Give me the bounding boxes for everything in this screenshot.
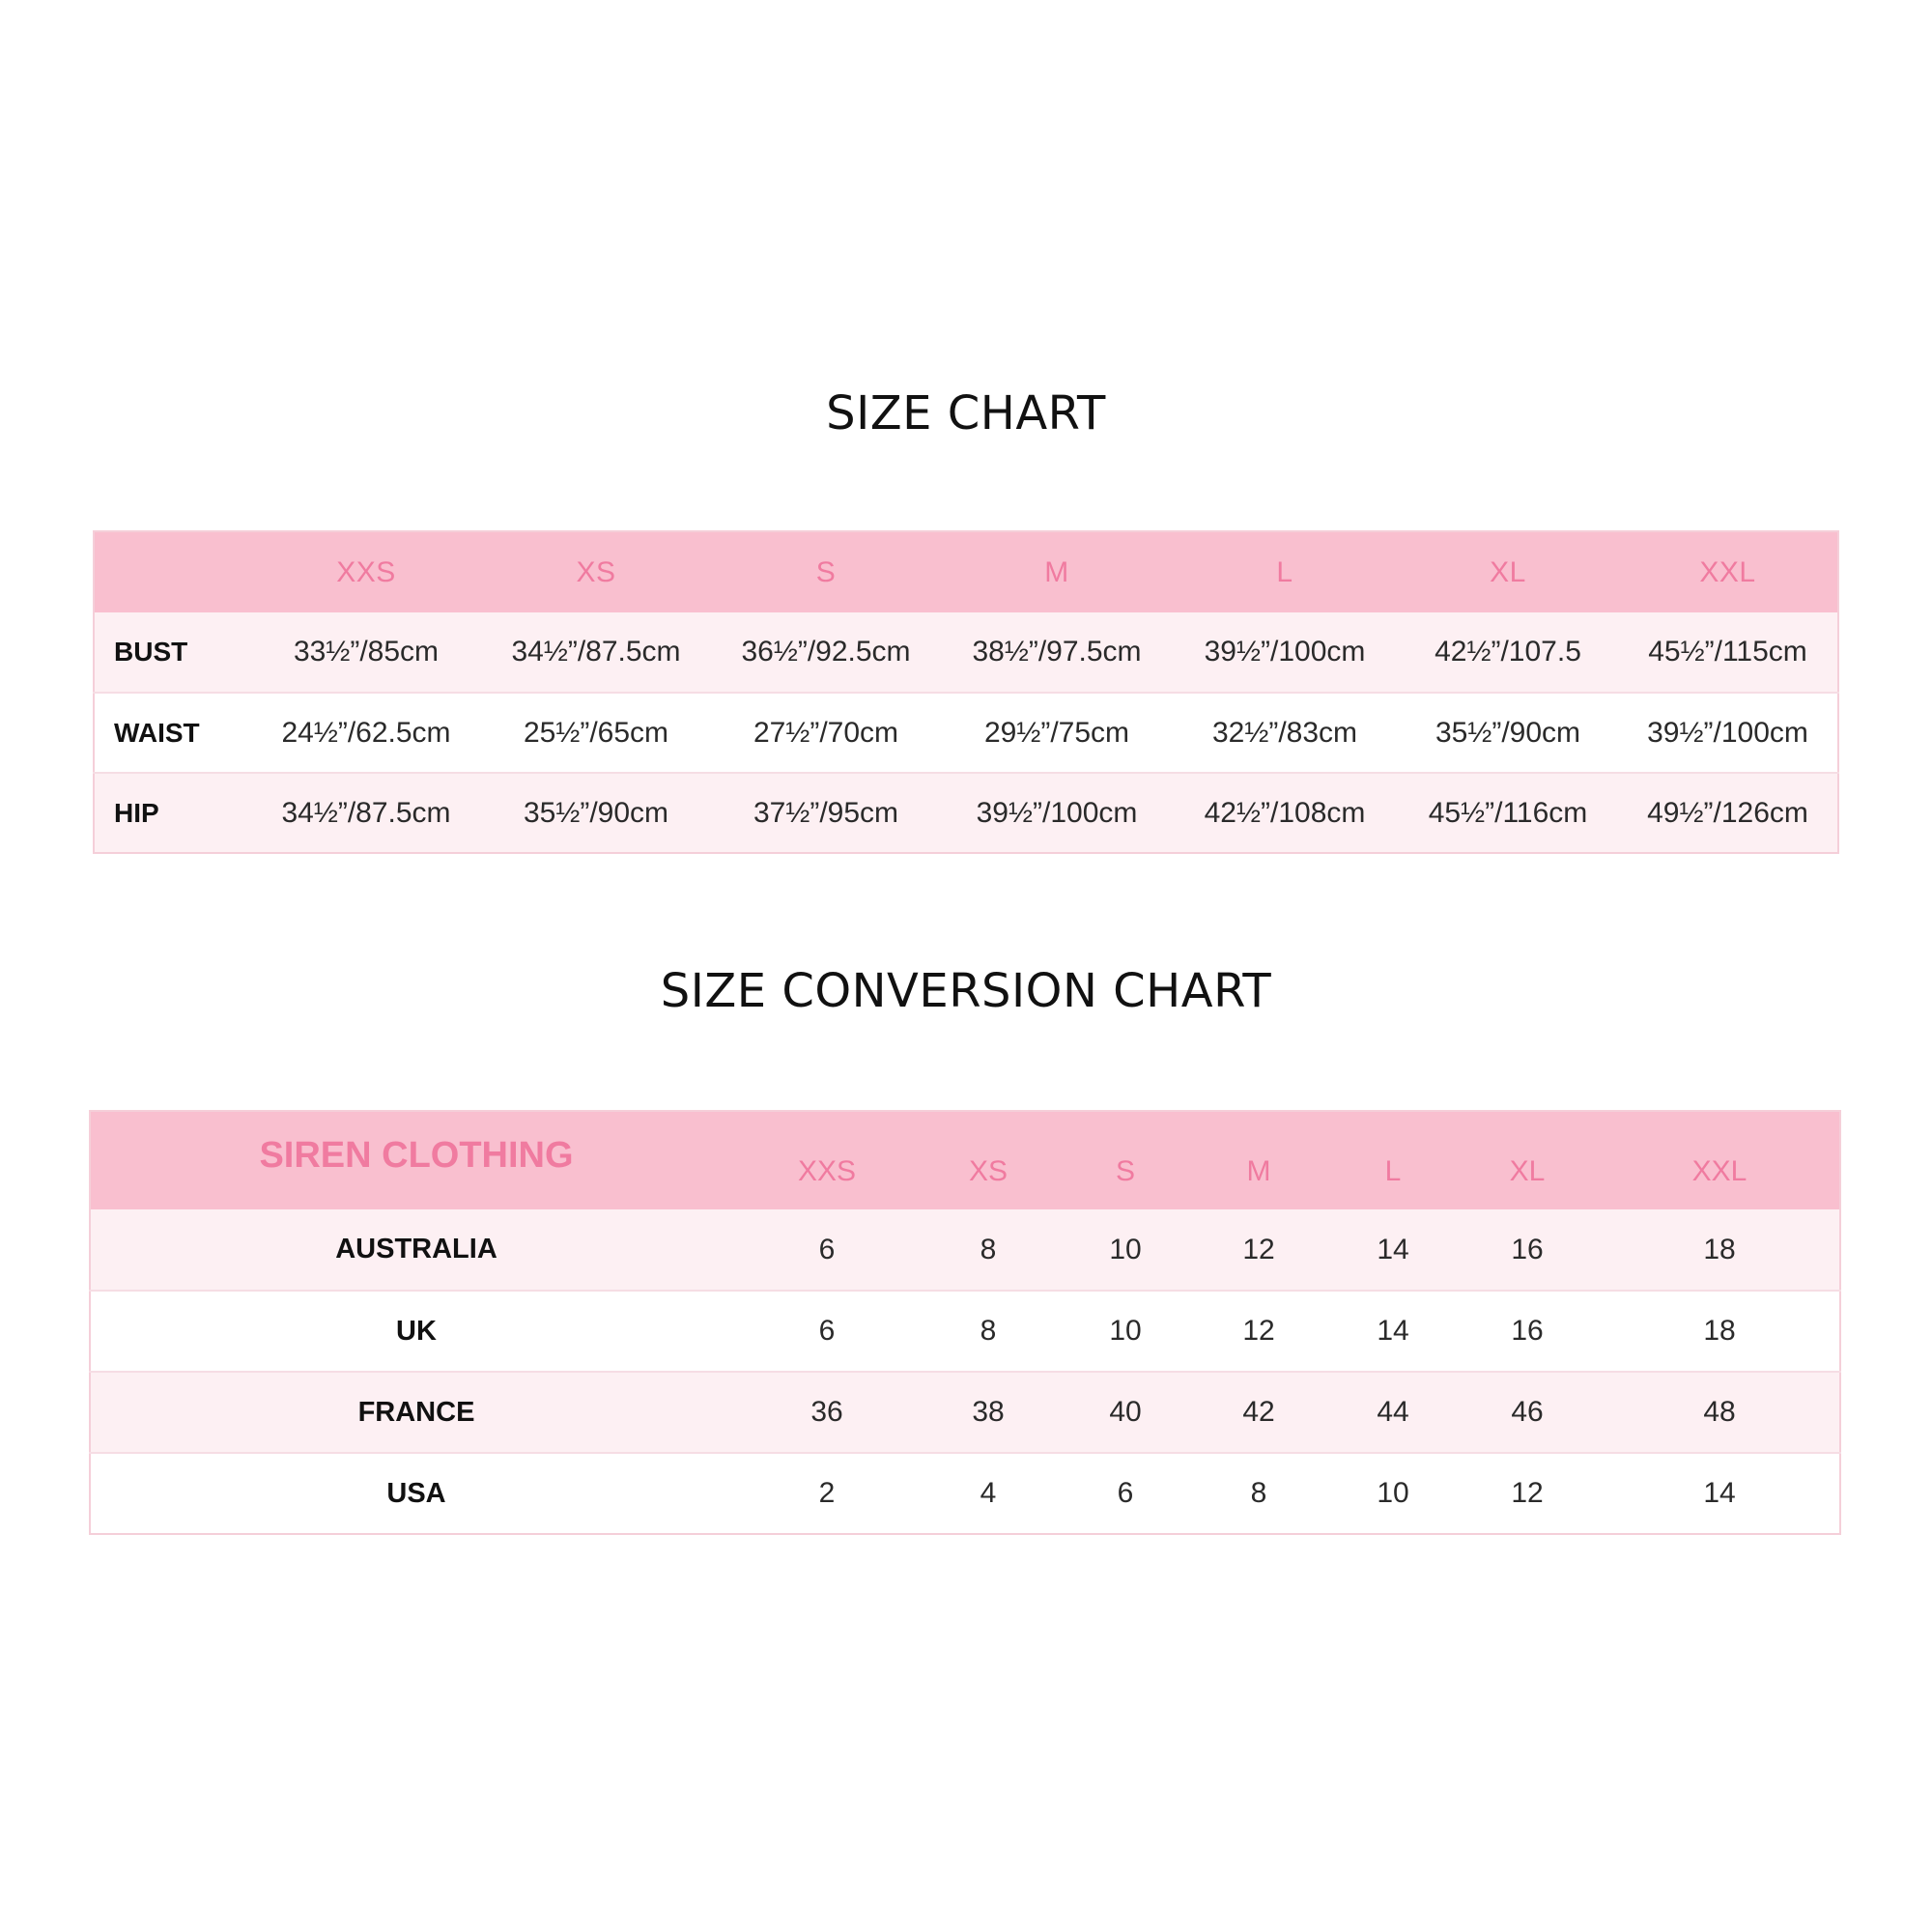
conversion-header-m: M [1246,1154,1271,1187]
row-label-bust: BUST [114,637,188,667]
size-cell: 37½”/95cm [710,773,942,853]
conversion-cell: 16 [1511,1233,1544,1265]
size-cell: 29½”/75cm [942,693,1172,773]
conversion-cell: 44 [1331,1372,1455,1453]
conversion-cell: 8 [912,1291,1065,1372]
size-cell: 42½”/107.5 [1435,636,1581,668]
conversion-header-xxl: XXL [1691,1154,1747,1187]
conversion-header-row [90,1111,1840,1209]
size-cell: 34½”/87.5cm [250,773,482,853]
conversion-cell: 18 [1600,1291,1840,1372]
conversion-header-xs: XS [968,1154,1009,1187]
size-cell: 38½”/97.5cm [972,636,1142,668]
row-label-hip: HIP [94,773,250,853]
size-cell: 34½”/87.5cm [511,636,681,668]
conversion-cell: 14 [1377,1233,1409,1265]
size-cell: 42½”/108cm [1172,773,1398,853]
size-header-xxl: XXL [1699,555,1756,588]
conversion-cell: 12 [1186,1291,1331,1372]
country-label-australia: AUSTRALIA [335,1234,497,1264]
conversion-cell: 14 [1331,1291,1455,1372]
conversion-cell: 6 [1065,1453,1186,1534]
size-row-hip [94,773,1838,853]
country-label-usa: USA [90,1453,742,1534]
conversion-header-xxs: XXS [797,1154,857,1187]
size-cell: 45½”/115cm [1648,636,1807,668]
conversion-cell: 10 [1109,1233,1142,1265]
size-cell: 45½”/116cm [1398,773,1618,853]
conversion-cell: 14 [1600,1453,1840,1534]
size-cell: 25½”/65cm [482,693,710,773]
size-cell: 27½”/70cm [710,693,942,773]
conversion-row-usa [90,1453,1840,1534]
size-chart-header-row [94,531,1838,612]
conversion-row-france [90,1372,1840,1453]
conversion-cell: 42 [1186,1372,1331,1453]
conversion-cell: 12 [1455,1453,1600,1534]
size-header-xs: XS [576,555,616,588]
conversion-row-uk [90,1291,1840,1372]
conversion-header-l: L [1384,1154,1402,1187]
size-cell: 49½”/126cm [1618,773,1838,853]
size-cell: 32½”/83cm [1172,693,1398,773]
conversion-chart-table [89,1110,1841,1535]
size-row-waist [94,693,1838,773]
size-header-l: L [1276,555,1293,588]
size-cell: 24½”/62.5cm [250,693,482,773]
conversion-cell: 10 [1331,1453,1455,1534]
conversion-cell: 10 [1065,1291,1186,1372]
conversion-cell: 12 [1242,1233,1275,1265]
conversion-cell: 18 [1703,1233,1736,1265]
conversion-cell: 40 [1065,1372,1186,1453]
conversion-chart-title: SIZE CONVERSION CHART [660,964,1272,1018]
size-header-s: S [815,555,837,588]
size-header-xxs: XXS [336,555,396,588]
row-label-waist: WAIST [94,693,250,773]
size-chart-corner-cell [94,531,250,612]
conversion-row-australia [90,1209,1840,1291]
size-header-xl: XL [1490,555,1526,588]
size-row-bust [94,612,1838,693]
size-cell: 39½”/100cm [942,773,1172,853]
conversion-cell: 4 [912,1453,1065,1534]
country-label-uk: UK [90,1291,742,1372]
size-cell: 35½”/90cm [482,773,710,853]
size-chart-title: SIZE CHART [826,386,1106,440]
conversion-header-s: S [1115,1154,1135,1187]
conversion-header-xl: XL [1509,1154,1546,1187]
brand-name: SIREN CLOTHING [259,1135,574,1176]
conversion-cell: 36 [742,1372,912,1453]
conversion-cell: 16 [1455,1291,1600,1372]
size-cell: 39½”/100cm [1204,636,1366,668]
size-cell: 36½”/92.5cm [741,636,911,668]
size-header-m: M [1044,555,1069,588]
conversion-cell: 48 [1600,1372,1840,1453]
conversion-cell: 6 [742,1291,912,1372]
conversion-cell: 8 [980,1233,997,1265]
country-label-france: FRANCE [90,1372,742,1453]
conversion-cell: 8 [1186,1453,1331,1534]
size-cell: 35½”/90cm [1398,693,1618,773]
conversion-cell: 38 [912,1372,1065,1453]
size-cell: 39½”/100cm [1618,693,1838,773]
conversion-cell: 6 [818,1233,836,1265]
size-chart-table [93,530,1839,854]
conversion-cell: 2 [742,1453,912,1534]
size-cell: 33½”/85cm [293,636,440,668]
conversion-cell: 46 [1455,1372,1600,1453]
